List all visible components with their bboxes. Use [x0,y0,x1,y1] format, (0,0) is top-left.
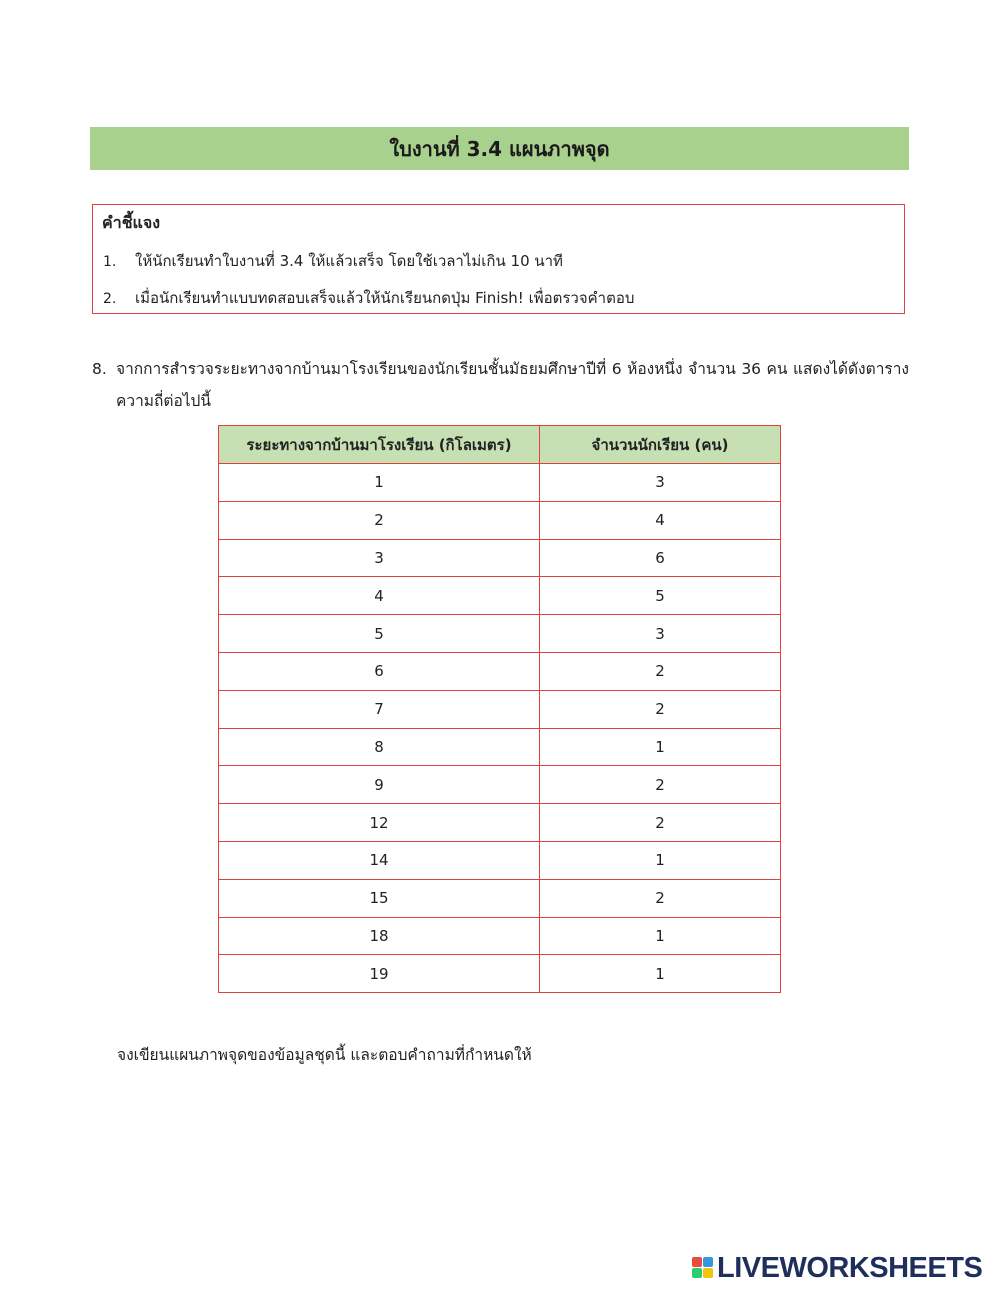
distance-cell: 2 [219,501,540,539]
frequency-table [218,425,781,993]
distance-cell: 14 [219,841,540,879]
table-row [219,728,781,766]
table-row [219,539,781,577]
instruction-item [103,286,634,310]
count-cell: 6 [540,539,781,577]
distance-cell: 19 [219,955,540,993]
distance-cell: 9 [219,766,540,804]
liveworksheets-icon [692,1257,714,1279]
header-distance: ระยะทางจากบ้านมาโรงเรียน (กิโลเมตร) [219,426,540,464]
count-cell: 2 [540,690,781,728]
count-cell: 2 [540,652,781,690]
distance-cell: 12 [219,804,540,842]
brand-text: LIVEWORKSHEETS [717,1251,983,1284]
distance-cell: 6 [219,652,540,690]
worksheet-title: ใบงานที่ 3.4 แผนภาพจุด [90,127,909,170]
count-cell: 5 [540,577,781,615]
liveworksheets-logo [692,1251,982,1285]
instructions-heading: คำชี้แจง [102,213,161,232]
table-row [219,615,781,653]
distance-cell: 3 [219,539,540,577]
table-row [219,955,781,993]
instruction-number: 2. [103,291,117,307]
instructions-box [92,204,905,314]
distance-cell: 7 [219,690,540,728]
table-row [219,652,781,690]
count-cell: 4 [540,501,781,539]
table-row [219,841,781,879]
question-text: จากการสำรวจระยะทางจากบ้านมาโรงเรียนของนักเรียนชั้นมัธยมศึกษาปีที่ 6 ห้องหนึ่ง จำนวน 36 คน แสดงได้ดังตารางความถี่ต่อไปนี้ [116,360,909,410]
distance-cell: 4 [219,577,540,615]
count-cell: 2 [540,804,781,842]
count-cell: 1 [540,917,781,955]
distance-cell: 18 [219,917,540,955]
table-row [219,804,781,842]
table-row [219,501,781,539]
table-row [219,766,781,804]
count-cell: 2 [540,766,781,804]
distance-cell: 5 [219,615,540,653]
instruction-text: ให้นักเรียนทำใบงานที่ 3.4 ให้แล้วเสร็จ โดยใช้เวลาไม่เกิน 10 นาที [135,252,563,270]
table-row [219,577,781,615]
table-row [219,464,781,502]
instruction-item [103,249,563,273]
count-cell: 1 [540,728,781,766]
instruction-text: เมื่อนักเรียนทำแบบทดสอบเสร็จแล้วให้นักเรียนกดปุ่ม Finish! เพื่อตรวจคำตอบ [135,289,635,307]
header-students: จำนวนนักเรียน (คน) [540,426,781,464]
prompt-text: จงเขียนแผนภาพจุดของข้อมูลชุดนี้ และตอบคำถามที่กำหนดให้ [117,1046,532,1064]
table-header-row [219,426,781,464]
table-row [219,917,781,955]
table-row [219,879,781,917]
count-cell: 2 [540,879,781,917]
table-row [219,690,781,728]
distance-cell: 8 [219,728,540,766]
count-cell: 1 [540,841,781,879]
distance-cell: 15 [219,879,540,917]
count-cell: 3 [540,615,781,653]
instruction-number: 1. [103,254,117,270]
distance-cell: 1 [219,464,540,502]
question-number: 8. [92,360,107,378]
count-cell: 1 [540,955,781,993]
count-cell: 3 [540,464,781,502]
